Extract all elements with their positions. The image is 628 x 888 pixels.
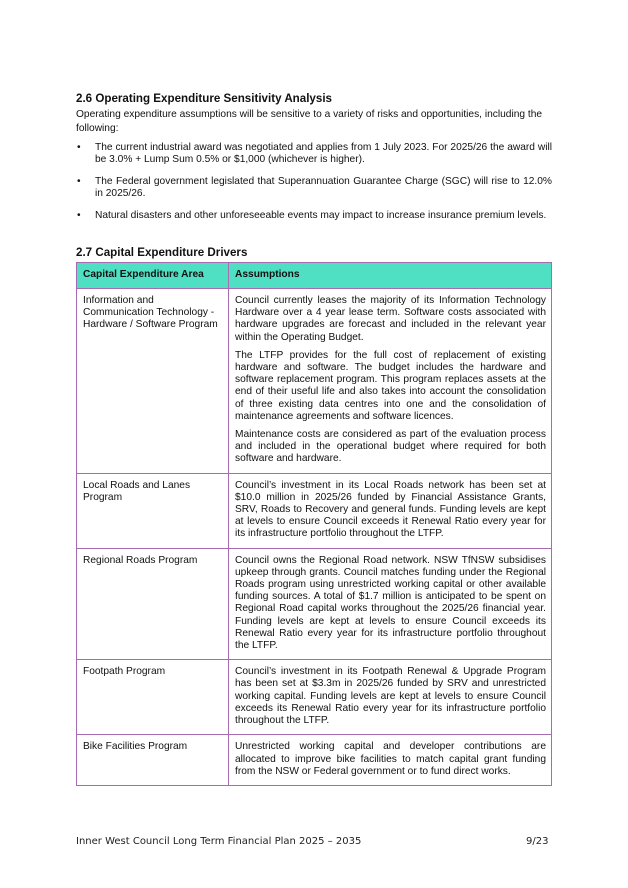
table-header-row <box>77 263 552 289</box>
assumptions-cell <box>229 473 552 548</box>
assumptions-cell <box>229 289 552 474</box>
section-intro: Operating expenditure assumptions will be sensitive to a variety of risks and opportunities, including the following: <box>76 109 543 134</box>
table-row <box>77 735 552 786</box>
table-row <box>77 473 552 548</box>
bullet-icon: • <box>77 176 81 188</box>
list-item-text: The current industrial award was negotiated and applies from 1 July 2023. For 2025/26 the award will be 3.0% + Lump Sum 0.5% or $1,000 (whichever is higher). <box>95 142 552 166</box>
assumption-paragraph: Maintenance costs are considered as part of the evaluation process and included in the operational budget where required for both software and hardware. <box>235 429 546 465</box>
assumption-paragraph: Council’s investment in its Local Roads network has been set at $10.0 million in 2025/26 funded by Financial Assistance Grants, SRV, Roads to Recovery and general funds. Funding levels are kept at levels to ensure Council exceeds it Renewal Ratio every year for its infrastructure portfolio throughout the LTFP. <box>235 479 546 540</box>
footer-document-title: Inner West Council Long Term Financial Plan 2025 – 2035 <box>76 836 362 847</box>
area-cell: Footpath Program <box>77 660 229 735</box>
assumption-paragraph: Council currently leases the majority of its Information Technology Hardware over a 4 year lease term. Software costs associated with hardware upgrades are forecast and included in the relevant year within the Operating Budget. <box>235 295 546 343</box>
assumption-paragraph: Unrestricted working capital and developer contributions are allocated to improve bike facilities to match capital grant funding from the NSW or Federal government or to fund direct works. <box>235 741 546 777</box>
footer-page-number: 9/23 <box>526 836 549 847</box>
bullet-icon: • <box>77 210 81 222</box>
assumptions-cell <box>229 660 552 735</box>
bullet-icon: • <box>77 142 81 153</box>
section-heading-capital-expenditure: 2.7 Capital Expenditure Drivers <box>76 246 248 259</box>
area-cell: Information and Communication Technology - Hardware / Software Program <box>77 289 229 474</box>
column-header-assumptions: Assumptions <box>229 263 552 289</box>
sensitivity-bullet-list <box>76 142 552 232</box>
area-cell: Regional Roads Program <box>77 548 229 660</box>
section-heading-operating-expenditure: 2.6 Operating Expenditure Sensitivity Analysis <box>76 92 333 105</box>
list-item <box>76 176 552 201</box>
table-row <box>77 548 552 660</box>
capital-expenditure-table <box>76 262 552 786</box>
table-row <box>77 660 552 735</box>
assumption-paragraph: Council owns the Regional Road network. NSW TfNSW subsidises upkeep through grants. Council matches funding under the Regional Roads program using unrestricted working capital or other available funding sources. A total of $1.7 million is anticipated to be spent on Regional Road capital works throughout the 2025/26 financial year. Funding levels are kept at levels to ensure Council exceeds its Renewal Ratio every year for its infrastructure portfolio throughout the LTFP. <box>235 554 546 652</box>
assumptions-cell <box>229 548 552 660</box>
assumptions-cell <box>229 735 552 786</box>
area-cell: Local Roads and Lanes Program <box>77 473 229 548</box>
area-cell: Bike Facilities Program <box>77 735 229 786</box>
list-item <box>76 142 552 167</box>
table-row <box>77 289 552 474</box>
list-item-text: Natural disasters and other unforeseeable events may impact to increase insurance premium levels. <box>95 210 547 222</box>
list-item <box>76 210 552 222</box>
list-item-text: The Federal government legislated that Superannuation Guarantee Charge (SGC) will rise to 12.0% in 2025/26. <box>95 176 552 200</box>
column-header-area: Capital Expenditure Area <box>77 263 229 289</box>
assumption-paragraph: Council’s investment in its Footpath Renewal & Upgrade Program has been set at $3.3m in 2025/26 funded by SRV and unrestricted working capital. Funding levels are kept at levels to ensure Council exceeds its Renewal Ratio every year for its infrastructure portfolio throughout the LTFP. <box>235 666 546 727</box>
assumption-paragraph: The LTFP provides for the full cost of replacement of existing hardware and software. The budget includes the hardware and software replacement program. This program replaces assets at the end of their useful life and also takes into account the consolidation of three existing data centres into one and the consolidation of maintenance agreements and software licences. <box>235 349 546 422</box>
